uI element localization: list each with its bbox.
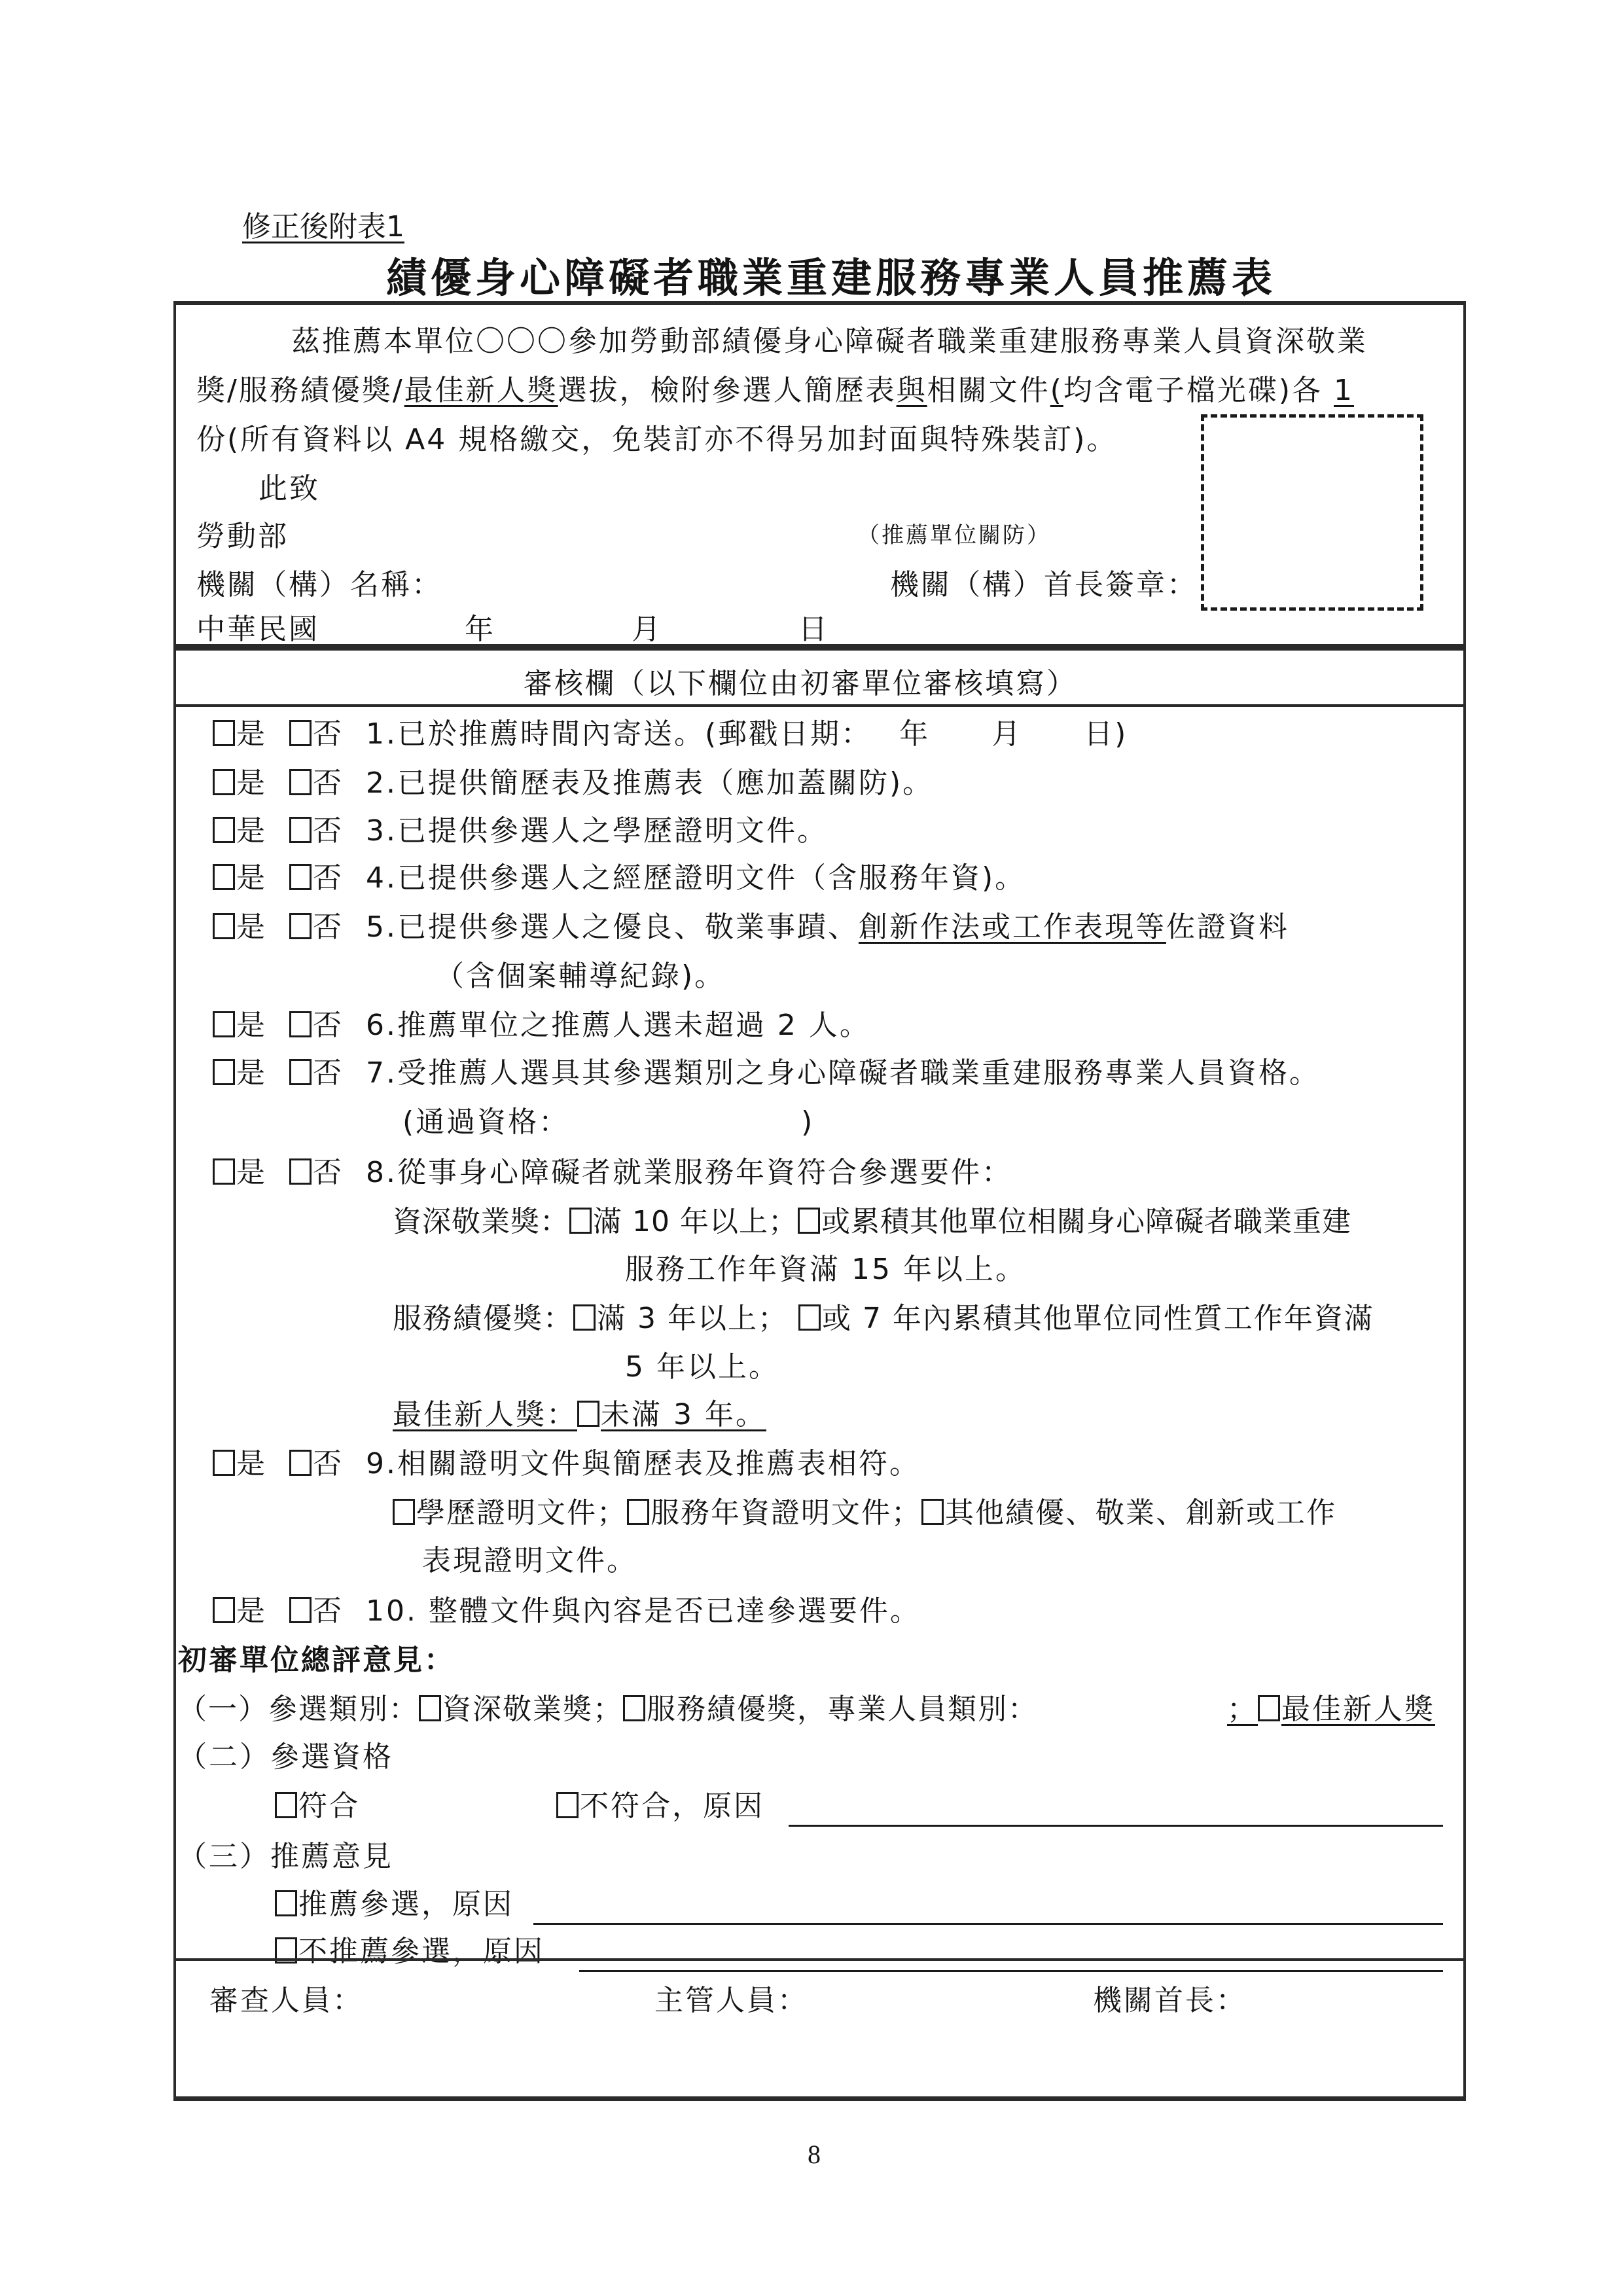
- eligibility-label: （二）參選資格: [178, 1740, 393, 1774]
- yes-label: 是: [236, 1009, 267, 1042]
- review-item-4: [213, 854, 1026, 896]
- no-checkbox[interactable]: [289, 1011, 312, 1037]
- yes-label: 是: [236, 1447, 267, 1480]
- review-item-5-continuation: （含個案輔導紀錄)。: [435, 960, 726, 993]
- merit-award-checkbox[interactable]: [623, 1695, 645, 1721]
- yes-checkbox[interactable]: [213, 720, 235, 746]
- recommendation-paragraph-line2: [196, 367, 1354, 408]
- yes-checkbox[interactable]: [213, 817, 235, 843]
- merit-opt2-label: 或 7 年內累積其他單位同性質工作年資滿: [821, 1302, 1374, 1335]
- merit-opt1-checkbox[interactable]: [573, 1304, 596, 1331]
- newcomer-category: [1227, 1685, 1435, 1727]
- org-name-label: 機關（構）名稱：: [196, 568, 442, 601]
- no-checkbox[interactable]: [289, 1450, 312, 1476]
- yes-label: 是: [236, 717, 267, 751]
- merit-award-label: 服務績優獎：: [393, 1302, 573, 1335]
- newcomer-award-criteria: [393, 1391, 766, 1433]
- no-label: 否: [312, 861, 344, 895]
- yes-label: 是: [236, 766, 267, 800]
- education-docs-label: 學歷證明文件；: [416, 1496, 627, 1530]
- ineligible-option: [556, 1782, 764, 1824]
- head-signature-label-bottom: 機關首長：: [1093, 1984, 1247, 2017]
- overall-opinion-heading: 初審單位總評意見：: [178, 1643, 455, 1677]
- ineligible-checkbox[interactable]: [556, 1792, 579, 1818]
- service-years-docs-checkbox[interactable]: [627, 1499, 649, 1525]
- category-label: （一）參選類別：: [178, 1693, 419, 1726]
- newcomer-award-option: 最佳新人獎: [1281, 1693, 1435, 1726]
- review-item-5: [213, 903, 1289, 945]
- senior-opt1-label: 滿 10 年以上；: [593, 1205, 798, 1238]
- reviewer-signature-label: 審查人員：: [209, 1984, 363, 2017]
- merit-opt1-label: 滿 3 年以上；: [597, 1302, 788, 1335]
- yes-checkbox[interactable]: [213, 864, 235, 890]
- no-checkbox[interactable]: [289, 817, 312, 843]
- text: 獎/服務績優獎/: [196, 374, 404, 407]
- supervisor-signature-label: 主管人員：: [654, 1984, 808, 2017]
- recipient: 勞動部: [196, 520, 289, 553]
- merit-award-criteria: [393, 1295, 1374, 1336]
- opinion-label: （三）推薦意見: [178, 1840, 393, 1873]
- date-era: 中華民國: [196, 613, 319, 646]
- senior-award-continuation: 服務工作年資滿 15 年以上。: [625, 1253, 1026, 1286]
- item-text: 6.推薦單位之推薦人選未超過 2 人。: [365, 1009, 870, 1042]
- item-text-underlined: 創新作法或工作表現等: [858, 910, 1166, 944]
- senior-award-criteria: [393, 1198, 1351, 1240]
- review-item-6: [213, 1001, 870, 1043]
- annex-label: 修正後附表1: [242, 210, 404, 243]
- item-text: 4.已提供參選人之經歷證明文件（含服務年資)。: [365, 861, 1026, 895]
- no-label: 否: [312, 1009, 344, 1042]
- education-docs-checkbox[interactable]: [393, 1499, 415, 1525]
- supporting-docs-continuation: 表現證明文件。: [422, 1544, 637, 1577]
- no-label: 否: [312, 910, 344, 944]
- yes-label: 是: [236, 1056, 267, 1090]
- recommend-reason-field[interactable]: [533, 1923, 1443, 1925]
- yes-checkbox[interactable]: [213, 1450, 235, 1476]
- text-underlined: (: [1050, 374, 1063, 407]
- item-text: 1.已於推薦時間內寄送。(郵戳日期： 年 月 日): [365, 717, 1128, 751]
- senior-opt2-checkbox[interactable]: [798, 1208, 820, 1234]
- senior-award-checkbox[interactable]: [419, 1695, 441, 1721]
- no-label: 否: [312, 766, 344, 800]
- item-text: 8.從事身心障礙者就業服務年資符合參選要件：: [365, 1156, 1012, 1189]
- text-underlined: 與: [896, 374, 927, 407]
- eligible-label: 符合: [298, 1789, 360, 1823]
- item-text: 7.受推薦人選具其參選類別之身心障礙者職業重建服務專業人員資格。: [365, 1056, 1320, 1090]
- no-checkbox[interactable]: [289, 769, 312, 795]
- ineligible-reason-field[interactable]: [789, 1825, 1443, 1827]
- item-text: 佐證資料: [1166, 910, 1289, 944]
- yes-checkbox[interactable]: [213, 1158, 235, 1185]
- no-label: 否: [312, 1447, 344, 1480]
- recommendation-paragraph-line3: 份(所有資料以 A4 規格繳交，免裝訂亦不得另加封面與特殊裝訂)。: [196, 423, 1118, 456]
- no-checkbox[interactable]: [289, 913, 312, 939]
- senior-opt1-checkbox[interactable]: [569, 1208, 592, 1234]
- yes-label: 是: [236, 861, 267, 895]
- recommendation-paragraph-line1: 茲推薦本單位〇〇〇參加勞動部績優身心障礙者職業重建服務專業人員資深敬業: [291, 325, 1368, 358]
- no-label: 否: [312, 1594, 344, 1628]
- recommend-option: [275, 1880, 514, 1922]
- salutation: 此致: [259, 472, 320, 505]
- yes-label: 是: [236, 814, 267, 848]
- page-title: 績優身心障礙者職業重建服務專業人員推薦表: [386, 254, 1277, 302]
- eligible-option: [275, 1782, 360, 1824]
- seal-label: （推薦單位關防）: [857, 522, 1051, 548]
- no-checkbox[interactable]: [289, 1597, 312, 1623]
- review-header-text: 審核欄（以下欄位由初審單位審核填寫）: [524, 667, 1077, 700]
- recommend-label: 推薦參選，原因: [298, 1888, 514, 1921]
- no-checkbox[interactable]: [289, 1158, 312, 1185]
- review-item-9: [213, 1440, 920, 1482]
- item-text: 2.已提供簡歷表及推薦表（應加蓋關防)。: [365, 766, 934, 800]
- no-label: 否: [312, 814, 344, 848]
- item-text: 10. 整體文件與內容是否已達參選要件。: [365, 1594, 921, 1628]
- no-label: 否: [312, 1056, 344, 1090]
- category-row: [178, 1685, 1038, 1727]
- yes-checkbox[interactable]: [213, 769, 235, 795]
- head-signature-label: 機關（構）首長簽章：: [890, 568, 1198, 601]
- date-year: 年: [465, 613, 495, 646]
- date-day: 日: [798, 613, 829, 646]
- merit-award-continuation: 5 年以上。: [625, 1350, 779, 1384]
- separator: ；: [1227, 1693, 1258, 1726]
- senior-award-option: 資深敬業獎；: [442, 1693, 623, 1726]
- newcomer-award-checkbox[interactable]: [1258, 1695, 1280, 1721]
- yes-label: 是: [236, 1156, 267, 1189]
- yes-label: 是: [236, 910, 267, 944]
- yes-checkbox[interactable]: [213, 1059, 235, 1085]
- other-docs-label: 其他績優、敬業、創新或工作: [945, 1496, 1336, 1530]
- other-docs-checkbox[interactable]: [921, 1499, 944, 1525]
- review-item-10: [213, 1587, 921, 1629]
- eligible-checkbox[interactable]: [275, 1792, 297, 1818]
- supporting-docs-options: [393, 1489, 1336, 1531]
- signature-section: [173, 1958, 1466, 2101]
- qualification-passed-field[interactable]: (通過資格： ): [402, 1105, 815, 1139]
- text-underlined: 最佳新人獎: [404, 374, 558, 407]
- text: 均含電子檔光碟)各: [1063, 374, 1334, 407]
- no-label: 否: [312, 717, 344, 751]
- ineligible-label: 不符合，原因: [580, 1789, 764, 1823]
- not-recommend-label: 不推薦參選，原因: [298, 1935, 544, 1968]
- copies-count: 1: [1333, 374, 1354, 407]
- review-item-2: [213, 759, 933, 801]
- newcomer-award-label: 最佳新人獎：: [393, 1398, 577, 1431]
- no-checkbox[interactable]: [289, 1059, 312, 1085]
- yes-checkbox[interactable]: [213, 1011, 235, 1037]
- review-item-8: [213, 1149, 1012, 1191]
- date-month: 月: [632, 613, 662, 646]
- text: 相關文件: [927, 374, 1050, 407]
- item-text: 9.相關證明文件與簡歷表及推薦表相符。: [365, 1447, 920, 1480]
- yes-checkbox[interactable]: [213, 913, 235, 939]
- review-item-3: [213, 807, 828, 849]
- item-text: 5.已提供參選人之優良、敬業事蹟、: [365, 910, 859, 944]
- page-number: 8: [808, 2140, 821, 2169]
- yes-label: 是: [236, 1594, 267, 1628]
- review-item-7: [213, 1049, 1320, 1091]
- merit-opt2-checkbox[interactable]: [798, 1304, 821, 1331]
- no-checkbox[interactable]: [289, 864, 312, 890]
- service-years-docs-label: 服務年資證明文件；: [651, 1496, 921, 1530]
- yes-checkbox[interactable]: [213, 1597, 235, 1623]
- seal-stamp-box[interactable]: [1201, 414, 1423, 611]
- senior-opt2-label: 或累積其他單位相關身心障礙者職業重建: [821, 1205, 1351, 1238]
- no-checkbox[interactable]: [289, 720, 312, 746]
- item-text: 3.已提供參選人之學歷證明文件。: [365, 814, 828, 848]
- newcomer-opt1-checkbox[interactable]: [577, 1401, 599, 1427]
- senior-award-label: 資深敬業獎：: [393, 1205, 569, 1238]
- review-item-1: [213, 710, 1128, 752]
- no-label: 否: [312, 1156, 344, 1189]
- newcomer-opt1-label: 未滿 3 年。: [601, 1398, 766, 1431]
- merit-award-option: 服務績優獎，專業人員類別：: [647, 1693, 1038, 1726]
- text: 選拔，檢附參選人簡歷表: [558, 374, 897, 407]
- recommend-checkbox[interactable]: [275, 1890, 297, 1916]
